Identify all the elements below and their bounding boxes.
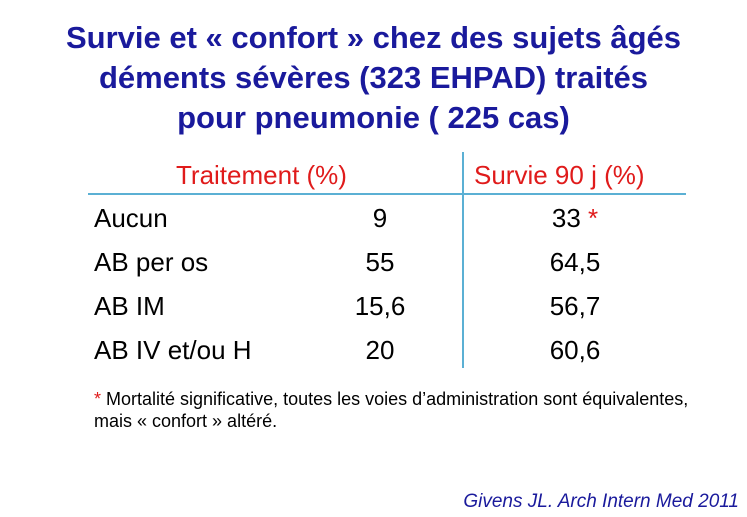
row-survival-value: 64,5 bbox=[549, 247, 601, 277]
slide-title-line-2: déments sévères (323 EHPAD) traités bbox=[98, 60, 649, 95]
row-label: Aucun bbox=[94, 203, 168, 233]
row-treatment-value: 9 bbox=[372, 203, 388, 233]
row-treatment-value: 55 bbox=[365, 247, 395, 277]
citation: Givens JL. Arch Intern Med 2011 bbox=[463, 491, 739, 512]
row-survival-value: 33 bbox=[551, 203, 581, 233]
slide-title bbox=[0, 18, 747, 138]
table-row bbox=[0, 242, 747, 282]
row-label: AB per os bbox=[94, 247, 209, 277]
row-survival-value: 60,6 bbox=[549, 335, 601, 365]
row-treatment-value: 20 bbox=[365, 335, 395, 365]
column-header-survival: Survie 90 j (%) bbox=[474, 160, 645, 190]
row-treatment-value: 15,6 bbox=[354, 291, 406, 321]
row-survival-value: 56,7 bbox=[549, 291, 601, 321]
footnote bbox=[94, 388, 694, 432]
row-survival-cell bbox=[510, 198, 640, 238]
table-row bbox=[0, 198, 747, 238]
row-label: AB IM bbox=[94, 291, 165, 321]
significance-marker: * bbox=[588, 203, 599, 233]
slide-title-line-3: pour pneumonie ( 225 cas) bbox=[177, 100, 570, 135]
footnote-text: Mortalité significative, toutes les voies d’administration sont équivalentes, mais « confort » altéré. bbox=[94, 389, 689, 431]
footnote-marker: * bbox=[94, 389, 102, 409]
column-header-treatment: Traitement (%) bbox=[176, 160, 347, 190]
table-header-rule bbox=[88, 193, 686, 195]
row-label: AB IV et/ou H bbox=[94, 335, 252, 365]
table-row bbox=[0, 286, 747, 326]
slide-title-line-1: Survie et « confort » chez des sujets âgés bbox=[65, 20, 682, 55]
table-row bbox=[0, 330, 747, 370]
